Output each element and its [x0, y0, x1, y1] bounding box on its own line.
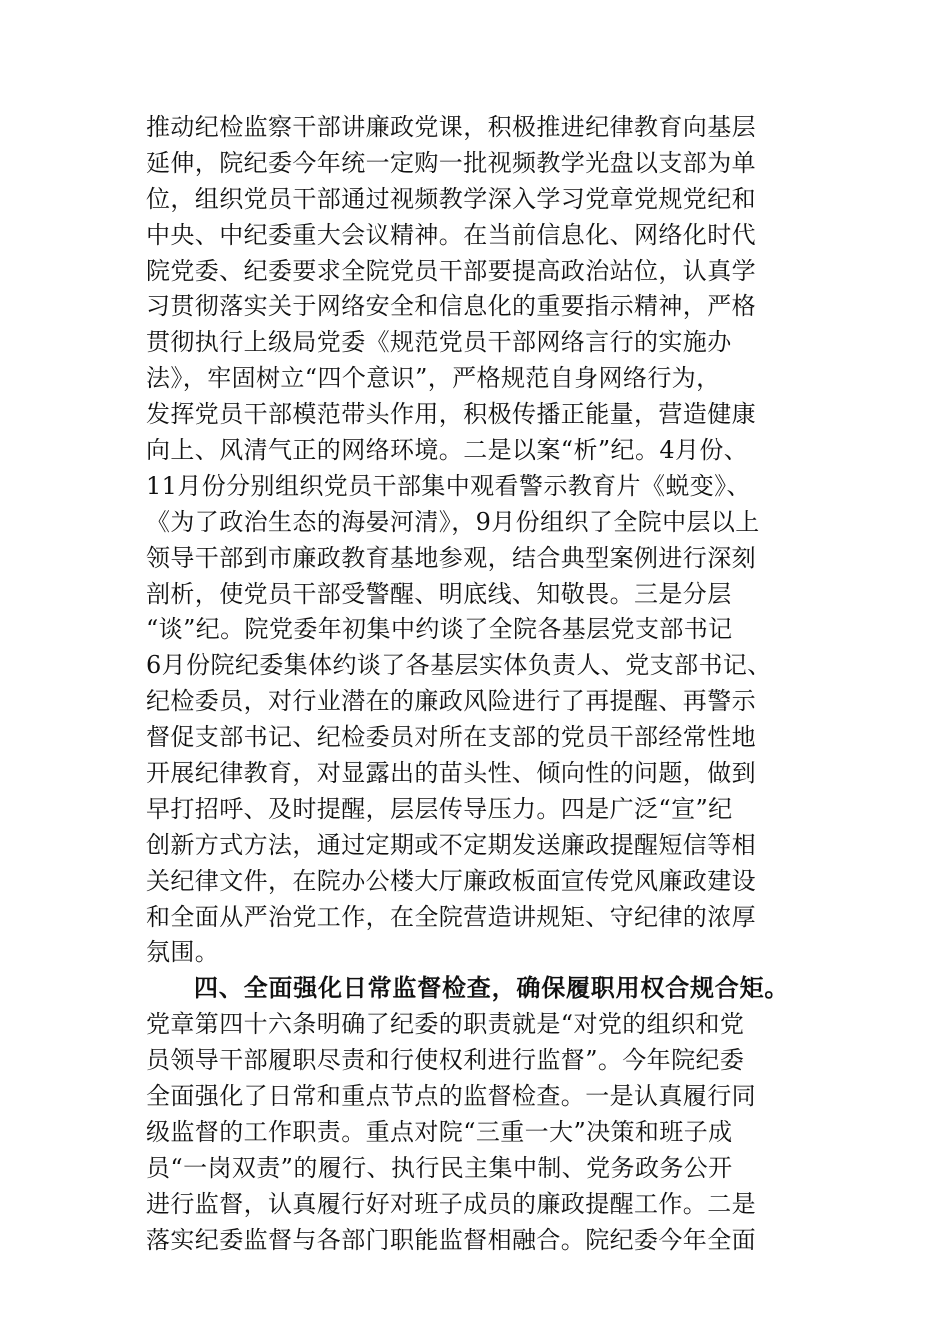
text-line: “谈”纪。院党委年初集中约谈了全院各基层党支部书记: [146, 615, 733, 644]
text-line: 级监督的工作职责。重点对院“三重一大”决策和班子成: [146, 1117, 733, 1146]
text-line: 延伸，院纪委今年统一定购一批视频教学光盘以支部为单: [146, 148, 756, 177]
text-line: 领导干部到市廉政教育基地参观，结合典型案例进行深刻: [146, 543, 756, 572]
text-line: 员“一岗双责”的履行、执行民主集中制、党务政务公开: [146, 1153, 733, 1182]
text-line: 关纪律文件，在院办公楼大厅廉政板面宣传党风廉政建设: [146, 866, 756, 895]
text-line: 11月份分别组织党员干部集中观看警示教育片《蜕变》、: [146, 471, 751, 500]
text-line: 法》，牢固树立“四个意识”，严格规范自身网络行为，: [146, 364, 721, 393]
text-line: 督促支部书记、纪检委员对所在支部的党员干部经常性地: [146, 723, 756, 752]
text-line: 位，组织党员干部通过视频教学深入学习党章党规党纪和: [146, 184, 756, 213]
text-line: 早打招呼、及时提醒，层层传导压力。四是广泛“宣”纪: [146, 794, 733, 823]
text-line: 中央、中纪委重大会议精神。在当前信息化、网络化时代: [146, 220, 756, 249]
text-line: 6月份院纪委集体约谈了各基层实体负责人、党支部书记、: [146, 651, 772, 680]
text-line: 《为了政治生态的海晏河清》，9月份组织了全院中层以上: [146, 507, 760, 536]
text-line: 院党委、纪委要求全院党员干部要提高政治站位，认真学: [146, 256, 756, 285]
text-line: 贯彻执行上级局党委《规范党员干部网络言行的实施办: [146, 328, 732, 357]
text-line: 纪检委员，对行业潜在的廉政风险进行了再提醒、再警示: [146, 687, 756, 716]
section-heading: 四、全面强化日常监督检查，确保履职用权合规合矩。: [194, 974, 790, 1003]
text-line: 进行监督，认真履行好对班子成员的廉政提醒工作。二是: [146, 1189, 756, 1218]
text-line: 落实纪委监督与各部门职能监督相融合。院纪委今年全面: [146, 1225, 756, 1254]
text-line: 全面强化了日常和重点节点的监督检查。一是认真履行同: [146, 1082, 756, 1111]
paragraph-discipline-education: [146, 110, 826, 971]
text-line: 习贯彻落实关于网络安全和信息化的重要指示精神，严格: [146, 292, 756, 321]
text-line: 开展纪律教育，对显露出的苗头性、倾向性的问题，做到: [146, 759, 756, 788]
text-line: 创新方式方法，通过定期或不定期发送廉政提醒短信等相: [146, 830, 756, 859]
paragraph-supervision: [146, 1007, 826, 1258]
text-line: 发挥党员干部模范带头作用，积极传播正能量，营造健康: [146, 400, 756, 429]
text-line: 向上、风清气正的网络环境。二是以案“析”纪。4月份、: [146, 436, 749, 465]
text-line: 员领导干部履职尽责和行使权利进行监督”。今年院纪委: [146, 1046, 745, 1075]
text-line: 党章第四十六条明确了纪委的职责就是“对党的组织和党: [146, 1010, 745, 1039]
document-body: [146, 110, 826, 1259]
text-line: 和全面从严治党工作，在全院营造讲规矩、守纪律的浓厚: [146, 902, 756, 931]
text-line: 推动纪检监察干部讲廉政党课，积极推进纪律教育向基层: [146, 113, 756, 141]
text-line: 剖析，使党员干部受警醒、明底线、知敬畏。三是分层: [146, 579, 732, 608]
text-line: 氛围。: [146, 938, 220, 967]
